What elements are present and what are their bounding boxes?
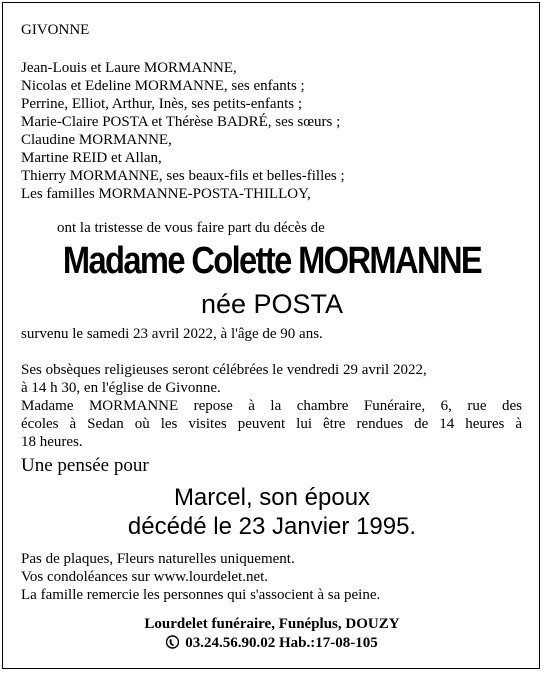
funeral-line: 18 heures. <box>21 434 83 450</box>
intro-text: ont la tristesse de vous faire part du décès de <box>57 220 325 236</box>
funeral-agency: Lourdelet funéraire, Funéplus, DOUZY <box>144 616 400 632</box>
family-line: Martine REID et Allan, <box>21 150 162 166</box>
funeral-line: Madame MORMANNE repose à la chambre Funéraire, 6, rue des <box>21 398 522 414</box>
funeral-line: à 14 h 30, en l'église de Givonne. <box>21 380 221 396</box>
death-date-text: survenu le samedi 23 avril 2022, à l'âge de 90 ans. <box>21 326 323 342</box>
family-line: Nicolas et Edeline MORMANNE, ses enfants ; <box>21 78 305 94</box>
maiden-name: née POSTA <box>200 289 344 319</box>
phone-number: 03.24.56.90.02 Hab.:17-08-105 <box>185 635 378 651</box>
deceased-name: Madame Colette MORMANNE <box>62 240 482 282</box>
thought-heading: Une pensée pour <box>21 455 149 476</box>
memorial-line: Marcel, son époux <box>173 484 371 511</box>
note-line: La famille remercie les personnes qui s'associent à sa peine. <box>21 587 381 603</box>
family-list <box>21 59 345 203</box>
contact-line <box>0 634 544 652</box>
funeral-details <box>21 361 522 451</box>
family-line: Thierry MORMANNE, ses beaux-fils et belles-filles ; <box>21 168 345 184</box>
family-line: Les familles MORMANNE-POSTA-THILLOY, <box>21 186 311 202</box>
place-name: GIVONNE <box>21 22 90 38</box>
funeral-line: écoles à Sedan où les visites peuvent lui être rendues de 14 heures à <box>21 416 522 432</box>
memorial-line: décédé le 23 Janvier 1995. <box>127 513 417 540</box>
family-line: Marie-Claire POSTA et Thérèse BADRÉ, ses sœurs ; <box>21 114 341 130</box>
note-line: Vos condoléances sur www.lourdelet.net. <box>21 569 269 585</box>
funeral-line: Ses obsèques religieuses seront célébrées le vendredi 29 avril 2022, <box>21 362 427 378</box>
family-line: Jean-Louis et Laure MORMANNE, <box>21 60 237 76</box>
telephone-icon <box>166 634 179 652</box>
family-line: Claudine MORMANNE, <box>21 132 172 148</box>
note-line: Pas de plaques, Fleurs naturelles uniquement. <box>21 551 295 567</box>
closing-notes <box>21 550 380 604</box>
family-line: Perrine, Elliot, Arthur, Inès, ses petits-enfants ; <box>21 96 303 112</box>
